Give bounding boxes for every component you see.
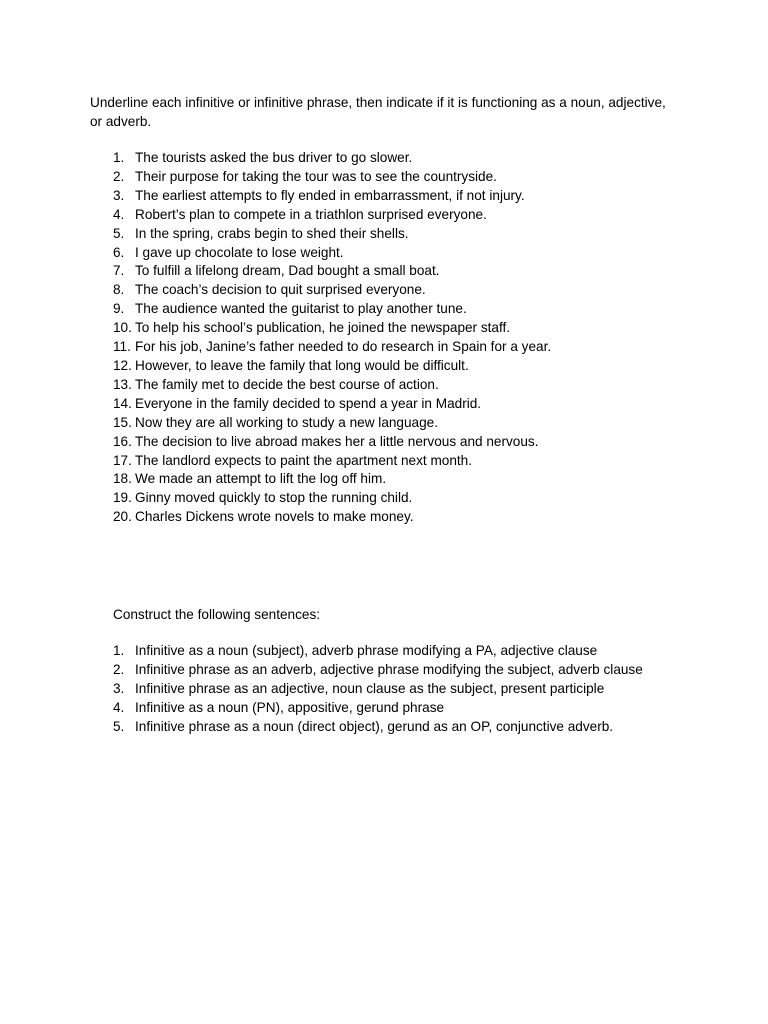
exercise-item [113, 262, 551, 281]
construct-item-text: Infinitive phrase as a noun (direct object), gerund as an OP, conjunctive adverb. [135, 718, 614, 734]
construct-heading: Construct the following sentences: [113, 607, 321, 622]
construct-item [113, 718, 643, 737]
exercise-item [113, 338, 551, 357]
exercise-item-number: 2. [113, 168, 125, 184]
exercise-item-text: For his job, Janine’s father needed to do research in Spain for a year. [135, 339, 552, 355]
exercise-item-text: The tourists asked the bus driver to go slower. [135, 150, 413, 165]
construct-item-number: 5. [113, 718, 125, 734]
exercise-item-text: To help his school’s publication, he joined the newspaper staff. [135, 320, 511, 336]
exercise-item-number: 14. [113, 395, 132, 411]
construct-item-number: 3. [113, 680, 125, 696]
construct-item [113, 661, 643, 680]
exercise-item-number: 9. [113, 301, 125, 317]
exercise-item [113, 187, 551, 206]
exercise-item-text: The decision to live abroad makes her a little nervous and nervous. [135, 433, 539, 449]
exercise-item [113, 300, 551, 319]
exercise-item-number: 1. [113, 150, 125, 165]
exercise-item [113, 168, 551, 187]
exercise-item-text: Robert’s plan to compete in a triathlon surprised everyone. [135, 206, 487, 222]
exercise-item [113, 357, 551, 376]
construct-item [113, 699, 643, 718]
exercise-item-text: The landlord expects to paint the apartment next month. [135, 452, 473, 468]
exercise-item-number: 18. [113, 471, 132, 487]
exercise-list [113, 149, 551, 527]
exercise-item-number: 5. [113, 225, 125, 241]
exercise-item-text: To fulfill a lifelong dream, Dad bought a small boat. [135, 263, 440, 279]
exercise-item-text: The earliest attempts to fly ended in embarrassment, if not injury. [135, 187, 525, 203]
exercise-item-number: 4. [113, 206, 125, 222]
exercise-item-number: 6. [113, 244, 125, 260]
exercise-item-text: The audience wanted the guitarist to play another tune. [135, 301, 467, 317]
exercise-item-number: 13. [113, 376, 132, 392]
exercise-item [113, 508, 551, 527]
exercise-item-number: 15. [113, 414, 132, 430]
construct-item-text: Infinitive as a noun (subject), adverb phrase modifying a PA, adjective clause [135, 643, 598, 658]
exercise-item-text: Everyone in the family decided to spend a year in Madrid. [135, 395, 482, 411]
construct-item-text: Infinitive phrase as an adjective, noun clause as the subject, present participle [135, 680, 605, 696]
construct-item [113, 680, 643, 699]
exercise-item [113, 244, 551, 263]
exercise-item [113, 149, 551, 168]
exercise-item-text: In the spring, crabs begin to shed their shells. [135, 225, 409, 241]
exercise-item-number: 17. [113, 452, 132, 468]
exercise-item [113, 225, 551, 244]
exercise-item-number: 16. [113, 433, 132, 449]
exercise-item [113, 452, 551, 471]
construct-item-number: 1. [113, 643, 125, 658]
exercise-item-number: 3. [113, 187, 125, 203]
exercise-item-text: The family met to decide the best course of action. [135, 376, 439, 392]
exercise-item [113, 206, 551, 225]
exercise-item-text: Their purpose for taking the tour was to see the countryside. [135, 168, 497, 184]
exercise-item-number: 11. [113, 339, 131, 355]
exercise-item [113, 395, 551, 414]
exercise-item-text: I gave up chocolate to lose weight. [135, 244, 344, 260]
construct-list [113, 642, 643, 737]
exercise-item [113, 414, 551, 433]
exercise-item-text: Ginny moved quickly to stop the running child. [135, 490, 413, 506]
exercise-item [113, 319, 551, 338]
construct-item-number: 4. [113, 699, 125, 715]
exercise-item-number: 20. [113, 509, 132, 525]
construct-item [113, 642, 643, 661]
exercise-item [113, 376, 551, 395]
exercise-item-text: Charles Dickens wrote novels to make money. [135, 509, 414, 525]
exercise-item [113, 470, 551, 489]
exercise-item-text: Now they are all working to study a new language. [135, 414, 439, 430]
instructions-paragraph: Underline each infinitive or infinitive phrase, then indicate if it is functioning as a noun, adjective, or adverb. [90, 95, 666, 129]
exercise-item-number: 7. [113, 263, 125, 279]
exercise-item-number: 19. [113, 490, 132, 506]
exercise-item-text: However, to leave the family that long would be difficult. [135, 357, 469, 373]
exercise-item-number: 12. [113, 357, 132, 373]
exercise-item [113, 489, 551, 508]
exercise-item-number: 10. [113, 320, 132, 336]
construct-item-number: 2. [113, 661, 125, 677]
exercise-item-text: We made an attempt to lift the log off him. [135, 471, 387, 487]
exercise-item-number: 8. [113, 282, 125, 298]
exercise-item [113, 281, 551, 300]
exercise-item [113, 433, 551, 452]
construct-item-text: Infinitive as a noun (PN), appositive, gerund phrase [135, 699, 445, 715]
exercise-item-text: The coach’s decision to quit surprised everyone. [135, 282, 426, 298]
construct-item-text: Infinitive phrase as an adverb, adjective phrase modifying the subject, adverb clause [135, 661, 643, 677]
